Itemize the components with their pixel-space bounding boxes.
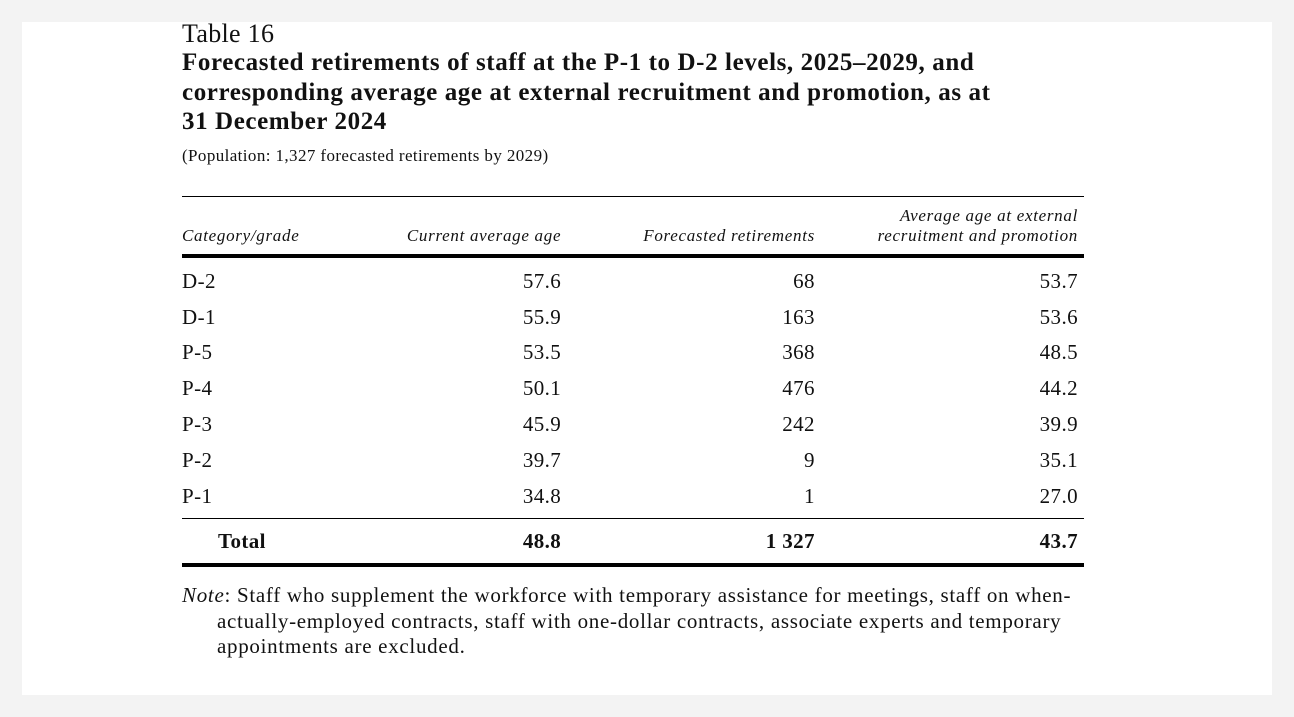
cell-recruitment-age: 27.0 xyxy=(1039,483,1078,508)
total-retirements: 1 327 xyxy=(567,519,821,566)
total-row xyxy=(182,519,1084,566)
document-page xyxy=(22,19,1272,695)
table-row xyxy=(182,335,1084,371)
column-header-category: Category/grade xyxy=(182,196,371,256)
note-text: : Staff who supplement the workforce with temporary assistance for meetings, staff on when-actually-employed contracts, staff with one-dollar contracts, associate experts and temporary appointments are excluded. xyxy=(217,583,1072,659)
cell-grade: D-2 xyxy=(182,268,216,293)
column-header-average-age-recruitment-text: Average age at external recruitment and promotion xyxy=(877,205,1078,245)
cell-grade: P-3 xyxy=(182,412,213,437)
table-row xyxy=(182,407,1084,443)
table-note xyxy=(182,583,1097,660)
cell-retirements: 476 xyxy=(782,376,815,401)
cell-recruitment-age: 44.2 xyxy=(1039,376,1078,401)
cell-recruitment-age: 39.9 xyxy=(1039,412,1078,437)
table-subtitle: (Population: 1,327 forecasted retirements by 2029) xyxy=(182,145,549,165)
cell-retirements: 9 xyxy=(804,447,815,472)
column-header-average-age-recruitment xyxy=(821,196,1084,256)
column-header-forecasted-retirements: Forecasted retirements xyxy=(567,196,821,256)
cell-recruitment-age: 53.6 xyxy=(1039,304,1078,329)
total-recruitment-age: 43.7 xyxy=(821,519,1084,566)
cell-grade: P-5 xyxy=(182,340,213,365)
cell-current-age: 53.5 xyxy=(522,340,562,365)
cell-grade: P-1 xyxy=(182,483,213,508)
table-row xyxy=(182,371,1084,407)
cell-current-age: 57.6 xyxy=(522,268,562,293)
cell-recruitment-age: 35.1 xyxy=(1039,447,1078,472)
note-label: Note xyxy=(182,583,225,608)
table-number: Table 16 xyxy=(182,19,275,48)
cell-retirements: 163 xyxy=(782,304,815,329)
cell-current-age: 34.8 xyxy=(522,483,562,508)
total-label: Total xyxy=(182,519,371,566)
cell-current-age: 55.9 xyxy=(522,304,562,329)
total-current-age: 48.8 xyxy=(371,519,567,566)
retirements-table xyxy=(182,196,1084,568)
table-row xyxy=(182,256,1084,300)
cell-current-age: 50.1 xyxy=(522,376,562,401)
column-header-current-age: Current average age xyxy=(371,196,567,256)
table-header-row xyxy=(182,196,1084,256)
cell-current-age: 39.7 xyxy=(522,447,562,472)
cell-retirements: 68 xyxy=(793,268,815,293)
table-row xyxy=(182,442,1084,478)
cell-current-age: 45.9 xyxy=(522,412,562,437)
cell-retirements: 242 xyxy=(782,412,815,437)
cell-grade: P-4 xyxy=(182,376,213,401)
cell-retirements: 368 xyxy=(782,340,815,365)
table-section xyxy=(182,19,1084,660)
table-row xyxy=(182,478,1084,518)
cell-grade: P-2 xyxy=(182,447,213,472)
table-row xyxy=(182,299,1084,335)
cell-recruitment-age: 48.5 xyxy=(1039,340,1078,365)
cell-grade: D-1 xyxy=(182,304,216,329)
cell-recruitment-age: 53.7 xyxy=(1039,268,1078,293)
table-title: Forecasted retirements of staff at the P-1 to D-2 levels, 2025–2029, and corresponding average age at external recruitment and promotion, as at 31 December 2024 xyxy=(182,49,991,135)
cell-retirements: 1 xyxy=(804,483,815,508)
